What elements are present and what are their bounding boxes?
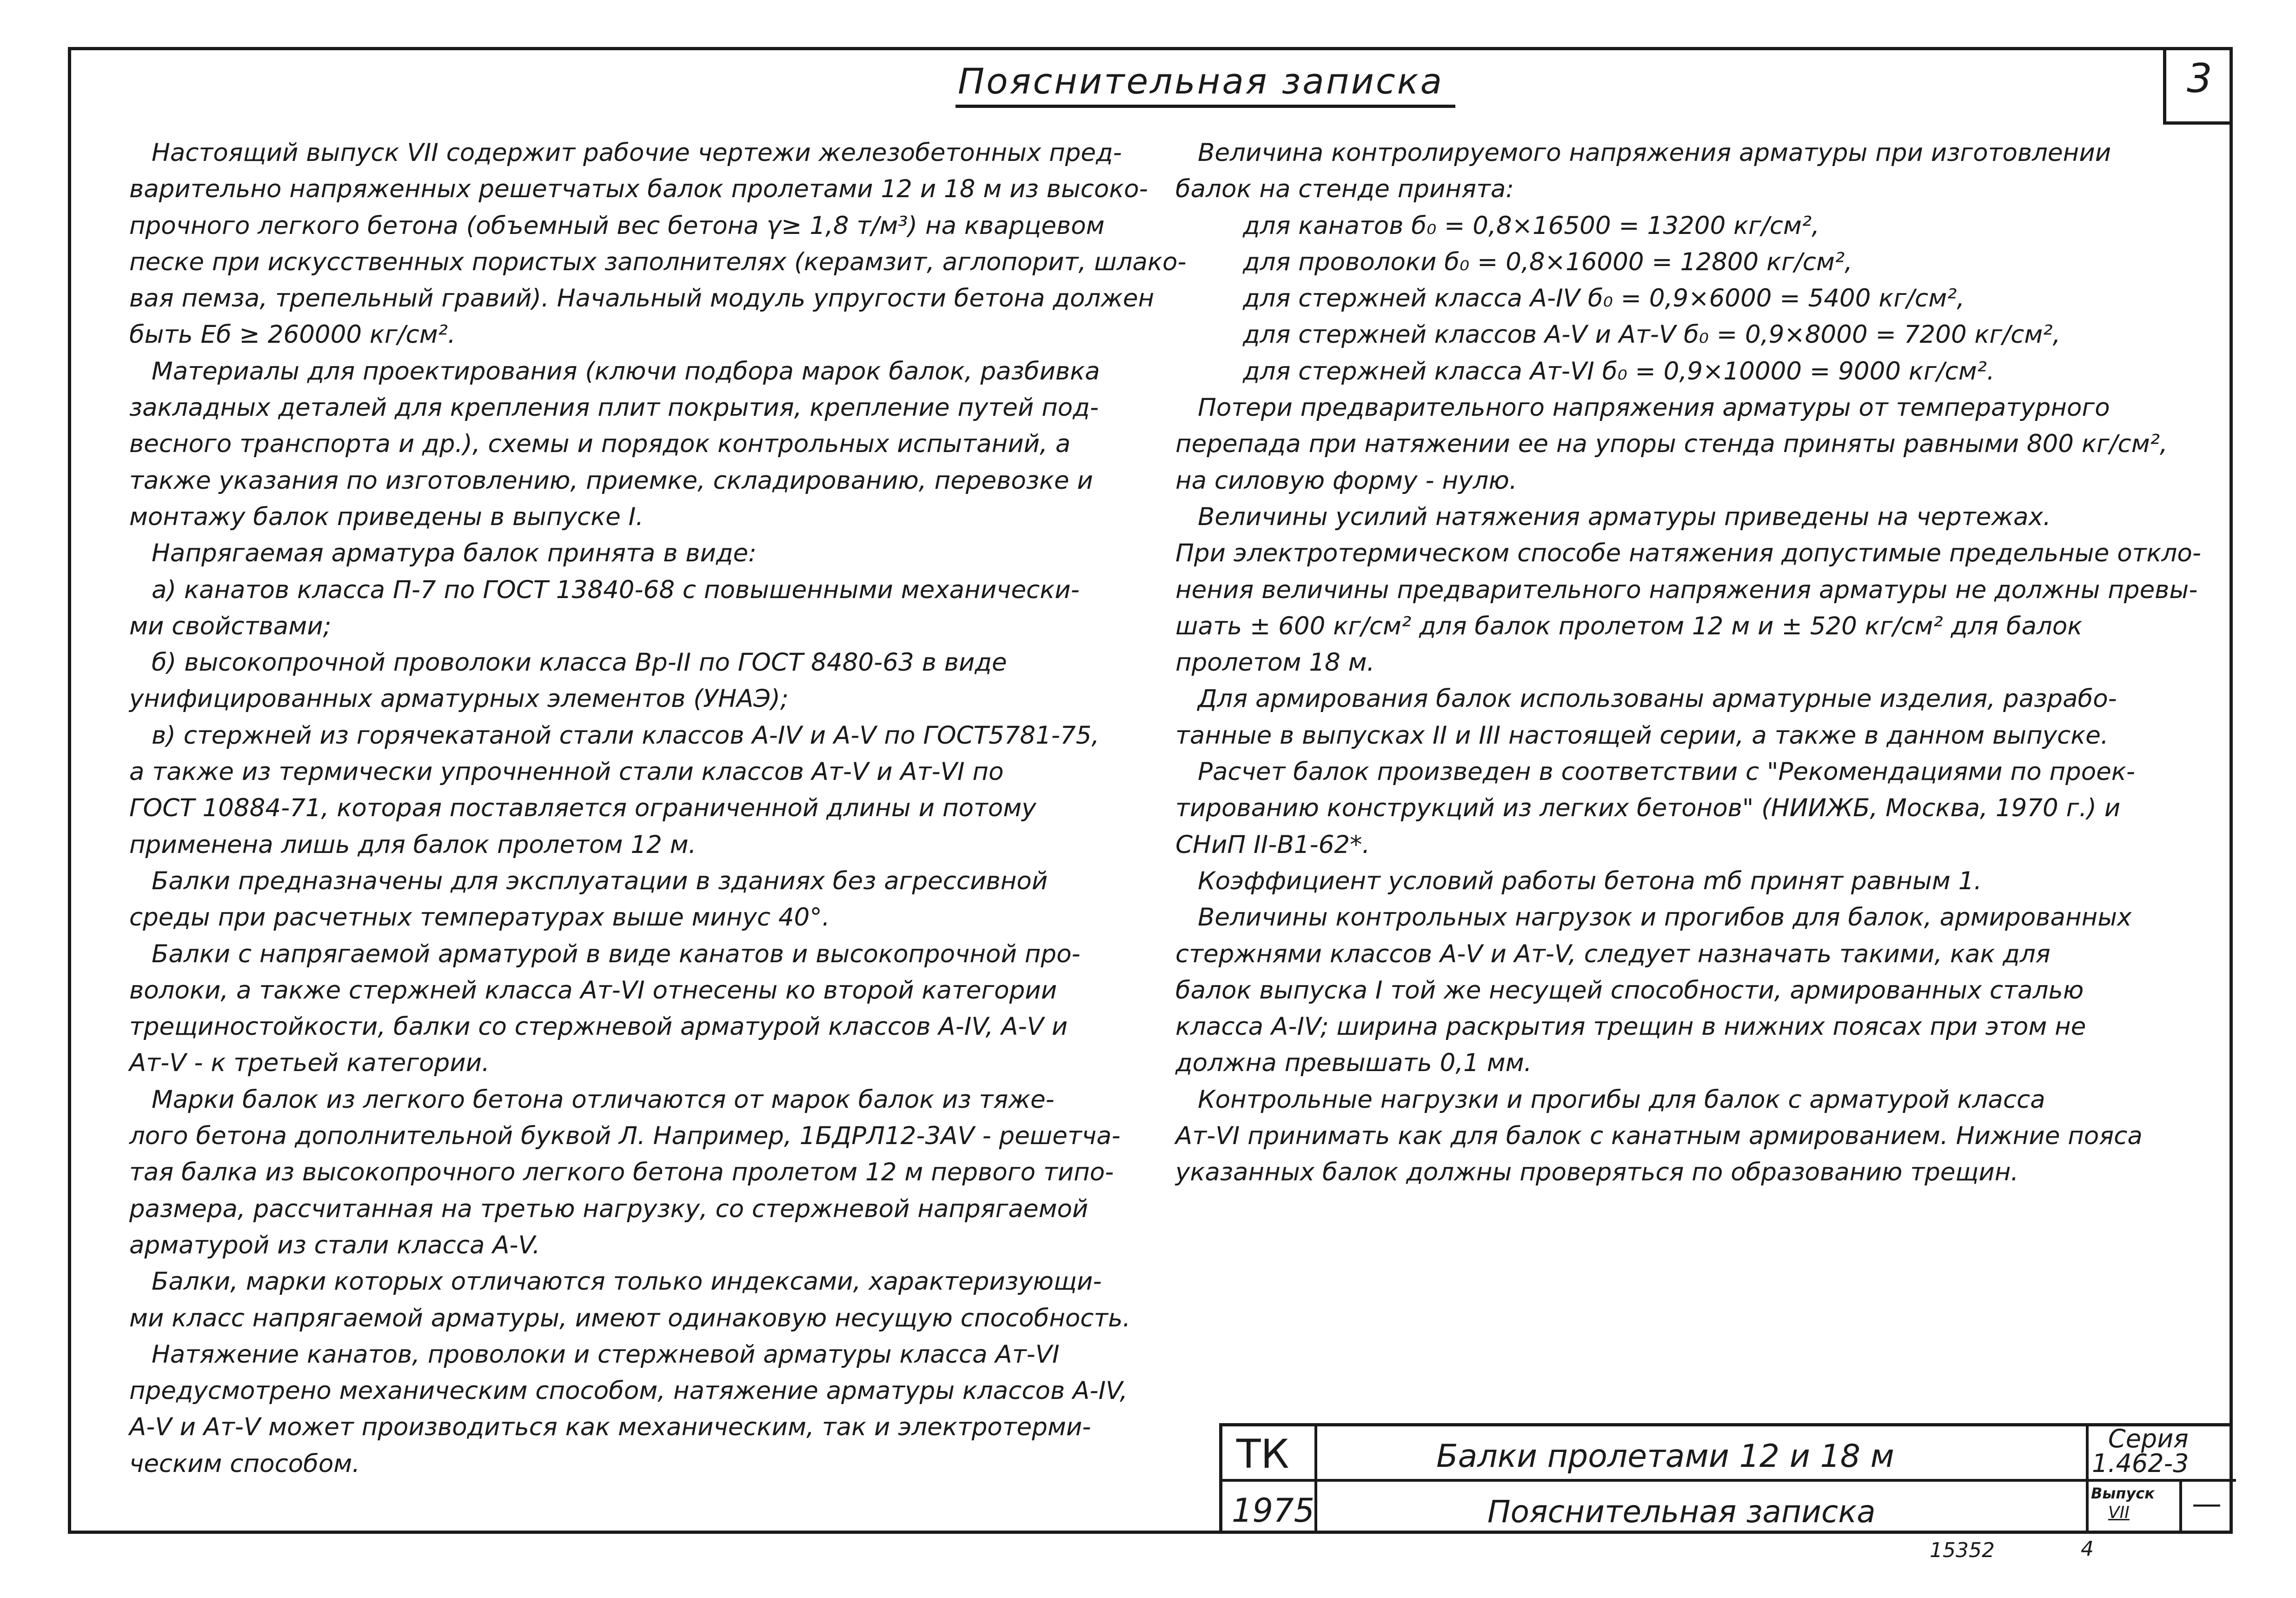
text-line: Балки, марки которых отличаются только индексами, характеризующи- [152,1267,1102,1296]
series-label: Серия [2108,1424,2189,1453]
text-line: ми класс напрягаемой арматуры, имеют одинаковую несущую способность. [129,1304,1131,1332]
text-line: размера, рассчитанная на третью нагрузку, со стержневой напрягаемой [129,1194,1088,1223]
text-line: А-V и Ат-V может производиться как механическим, так и электротерми- [129,1413,1091,1442]
text-line: Ат-VI принимать как для балок с канатным армированием. Нижние пояса [1175,1122,2143,1151]
text-line: в) стержней из горячекатаной стали классов А-IV и А-V по ГОСТ5781-75, [152,721,1100,750]
text-line: также указания по изготовлению, приемке, складированию, перевозке и [129,466,1093,495]
text-line: песке при искусственных пористых заполнителях (керамзит, аглопорит, шлако- [129,247,1187,276]
title-underline [956,105,1455,108]
text-line: для проволоки б₀ = 0,8×16000 = 12800 кг/см², [1243,247,1853,276]
title-block-row-divider [1222,1479,2236,1482]
text-line: быть Еб ≥ 260000 кг/см². [129,320,456,349]
text-line: Величины усилий натяжения арматуры приведены на чертежах. [1198,502,2051,531]
text-line: Настоящий выпуск VII содержит рабочие чертежи железобетонных пред- [152,139,1122,167]
text-line: указанных балок должны проверяться по образованию трещин. [1175,1158,2019,1187]
text-line: пролетом 18 м. [1175,648,1375,677]
text-line: должна превышать 0,1 мм. [1175,1049,1532,1078]
text-line: класса А-IV; ширина раскрытия трещин в нижних поясах при этом не [1175,1012,2086,1041]
text-line: предусмотрено механическим способом, натяжение арматуры классов А-IV, [129,1377,1128,1405]
text-line: Потери предварительного напряжения арматуры от температурного [1198,393,2110,422]
text-line: Ат-V - к третьей категории. [129,1049,490,1078]
issue-number: VII [2108,1503,2130,1522]
text-line: вая пемза, трепельный гравий). Начальный модуль упругости бетона должен [129,284,1155,313]
text-line: для канатов б₀ = 0,8×16500 = 13200 кг/см², [1243,211,1820,240]
text-line: варительно напряженных решетчатых балок пролетами 12 и 18 м из высоко- [129,175,1148,204]
text-line: тированию конструкций из легких бетонов" (НИИЖБ, Москва, 1970 г.) и [1175,794,2121,823]
text-line: для стержней классов А-V и Ат-V б₀ = 0,9×8000 = 7200 кг/см², [1243,320,2061,349]
text-line: на силовую форму - нулю. [1175,466,1517,495]
text-line: шать ± 600 кг/см² для балок пролетом 12 м и ± 520 кг/см² для балок [1175,612,2083,640]
page-number: 3 [2187,55,2212,102]
text-line: б) высокопрочной проволоки класса Вр-II по ГОСТ 8480-63 в виде [152,648,1007,677]
text-column-right [1175,135,2222,1191]
text-line: для стержней класса А-IV б₀ = 0,9×6000 = 5400 кг/см², [1243,284,1965,313]
text-line: арматурой из стали класса А-V. [129,1231,540,1259]
text-line: Напрягаемая арматура балок принята в виде: [152,539,757,568]
text-line: балок на стенде принята: [1175,175,1514,204]
text-line: Величины контрольных нагрузок и прогибов для балок, армированных [1198,903,2132,932]
text-line: Материалы для проектирования (ключи подбора марок балок, разбивка [152,357,1100,386]
text-line: прочного легкого бетона (объемный вес бетона γ≥ 1,8 т/м³) на кварцевом [129,211,1105,240]
text-line: Величина контролируемого напряжения арматуры при изготовлении [1198,139,2111,167]
text-line: Для армирования балок использованы арматурные изделия, разрабо- [1198,685,2117,713]
sheet-mark: — [2192,1487,2222,1521]
page-title: Пояснительная записка [958,60,1444,102]
text-line: монтажу балок приведены в выпуске I. [129,502,644,531]
document-title: Пояснительная записка [1487,1494,1876,1530]
text-line: весного транспорта и др.), схемы и порядок контрольных испытаний, а [129,430,1071,459]
text-line: Натяжение канатов, проволоки и стержневой арматуры класса Ат-VI [152,1340,1060,1369]
text-column-left [129,135,1187,1482]
page-number-box [2163,47,2233,125]
text-line: лого бетона дополнительной буквой Л. Например, 1БДРЛ12-3АV - решетча- [129,1122,1121,1151]
text-line: для стержней класса Ат-VI б₀ = 0,9×10000 = 9000 кг/см². [1243,357,1995,386]
org-code: ТК [1236,1431,1289,1478]
text-line: унифицированных арматурных элементов (УНАЭ); [129,685,789,713]
text-line: трещиностойкости, балки со стержневой арматурой классов А-IV, А-V и [129,1012,1068,1041]
text-line: тая балка из высокопрочного легкого бетона пролетом 12 м первого типо- [129,1158,1114,1187]
sheet-number: 4 [2081,1537,2094,1561]
text-line: применена лишь для балок пролетом 12 м. [129,830,697,859]
inventory-number: 15352 [1930,1538,1995,1562]
text-line: ми свойствами; [129,612,332,640]
text-line: Балки предназначены для эксплуатации в зданиях без агрессивной [152,866,1048,895]
title-block [1219,1423,2233,1534]
title-block-divider [2179,1479,2182,1534]
text-line: а также из термически упрочненной стали классов Ат-V и Ат-VI по [129,758,1004,786]
text-line: СНиП II-В1-62*. [1175,830,1370,859]
series-number: 1.462-3 [2092,1449,2189,1478]
text-line: Расчет балок произведен в соответствии с "Рекомендациями по проек- [1198,758,2135,786]
text-line: среды при расчетных температурах выше минус 40°. [129,903,830,932]
text-line: Балки с напрягаемой арматурой в виде канатов и высокопрочной про- [152,939,1081,968]
text-line: волоки, а также стержней класса Ат-VI отнесены ко второй категории [129,976,1057,1005]
text-line: нения величины предварительного напряжения арматуры не должны превы- [1175,575,2198,604]
text-line: закладных деталей для крепления плит покрытия, крепление путей под- [129,393,1099,422]
text-line: При электротермическом способе натяжения допустимые предельные откло- [1175,539,2201,568]
text-line: а) канатов класса П-7 по ГОСТ 13840-68 с повышенными механически- [152,575,1080,604]
text-line: стержнями классов А-V и Ат-V, следует назначать такими, как для [1175,939,2050,968]
text-line: танные в выпусках II и III настоящей серии, а также в данном выпуске. [1175,721,2109,750]
text-line: балок выпуска I той же несущей способности, армированных сталью [1175,976,2084,1005]
issue-label: Выпуск [2091,1485,2155,1502]
drawing-name: Балки пролетами 12 и 18 м [1436,1438,1894,1475]
text-line: Марки балок из легкого бетона отличаются от марок балок из тяже- [152,1085,1055,1114]
text-line: перепада при натяжении ее на упоры стенда приняты равными 800 кг/см², [1175,430,2168,459]
text-line: Коэффициент условий работы бетона mб принят равным 1. [1198,866,1982,895]
text-line: Контрольные нагрузки и прогибы для балок с арматурой класса [1198,1085,2045,1114]
text-line: ГОСТ 10884-71, которая поставляется ограниченной длины и потому [129,794,1036,823]
year: 1975 [1232,1491,1315,1530]
text-line: ческим способом. [129,1449,360,1478]
